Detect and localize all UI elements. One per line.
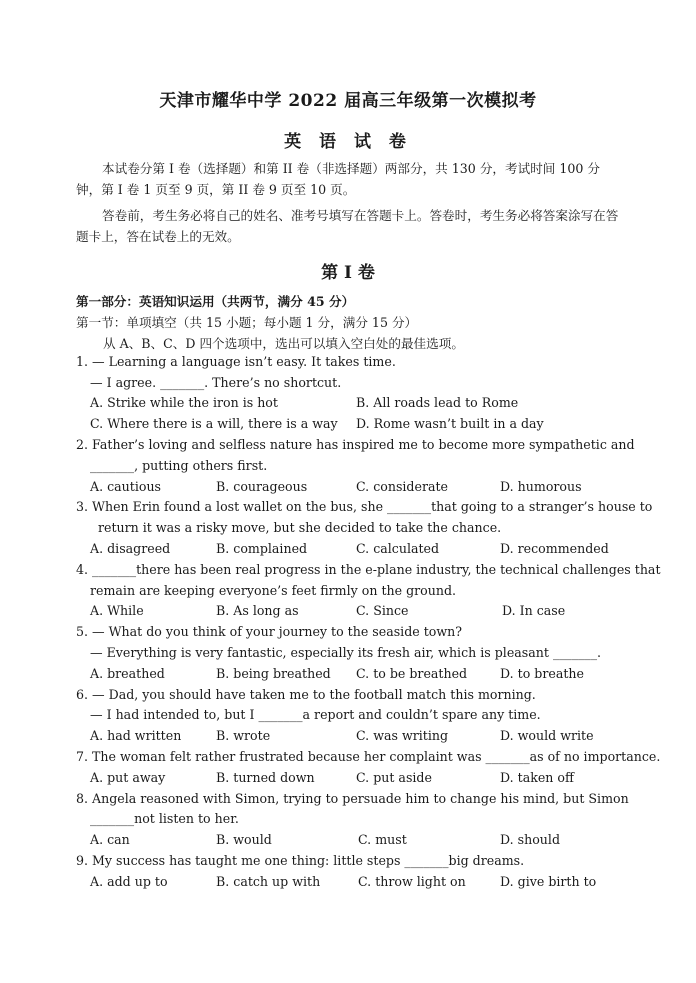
part-title: 第 I 卷 bbox=[321, 263, 375, 283]
option-b: B. turned down bbox=[216, 770, 315, 785]
question-line: 5. — What do you think of your journey to the seaside town? bbox=[76, 624, 463, 639]
question-line: return it was a risky move, but she decided to take the chance. bbox=[98, 520, 502, 535]
option-a: A. While bbox=[90, 603, 144, 618]
option-a: A. had written bbox=[90, 728, 182, 743]
question-line: 3. When Erin found a lost wallet on the bus, she _______that going to a stranger’s house to bbox=[76, 499, 653, 514]
option-b: B. complained bbox=[216, 541, 308, 556]
option-c: C. to be breathed bbox=[356, 666, 468, 681]
question-options bbox=[90, 479, 650, 497]
question-line: _______, putting others first. bbox=[90, 458, 268, 473]
intro-paragraph-1: 本试卷分第 I 卷（选择题）和第 II 卷（非选择题）两部分，共 130 分，考试时间 100 分钟，第 I 卷 1 页至 9 页，第 II 卷 9 页至 10 页。 bbox=[76, 161, 601, 197]
option-c: C. put aside bbox=[356, 770, 432, 785]
question-options bbox=[90, 416, 650, 434]
option-d: D. to breathe bbox=[500, 666, 584, 681]
question-line: remain are keeping everyone’s feet firmly on the ground. bbox=[90, 583, 457, 598]
option-a: A. disagreed bbox=[90, 541, 171, 556]
option-d: D. humorous bbox=[500, 479, 582, 494]
question-line: 2. Father’s loving and selfless nature has inspired me to become more sympathetic and bbox=[76, 437, 635, 452]
option-d: D. taken off bbox=[500, 770, 574, 785]
question-options bbox=[90, 541, 650, 559]
option-a: A. can bbox=[90, 832, 130, 847]
option-b: B. wrote bbox=[216, 728, 271, 743]
option-b: B. being breathed bbox=[216, 666, 331, 681]
option-a: A. cautious bbox=[90, 479, 162, 494]
option-c: C. was writing bbox=[356, 728, 449, 743]
question-line: — I had intended to, but I _______a report and couldn’t spare any time. bbox=[90, 707, 541, 722]
option-c: C. considerate bbox=[356, 479, 448, 494]
intro-paragraph-2: 答卷前，考生务必将自己的姓名、准考号填写在答题卡上。答卷时，考生务必将答案涂写在答题卡上，答在试卷上的无效。 bbox=[76, 208, 619, 244]
option-b: B. All roads lead to Rome bbox=[356, 395, 519, 410]
option-c: C. Where there is a will, there is a way bbox=[90, 416, 338, 431]
question-options bbox=[90, 728, 650, 746]
option-a: A. put away bbox=[90, 770, 166, 785]
option-d: D. would write bbox=[500, 728, 594, 743]
section-heading: 第一节：单项填空（共 15 小题；每小题 1 分，满分 15 分） bbox=[76, 315, 418, 330]
option-d: D. should bbox=[500, 832, 561, 847]
option-b: B. courageous bbox=[216, 479, 308, 494]
question-line: — Everything is very fantastic, especially its fresh air, which is pleasant _______. bbox=[90, 645, 602, 660]
section-instruction: 从 A、B、C、D 四个选项中，选出可以填入空白处的最佳选项。 bbox=[103, 336, 464, 351]
option-b: B. As long as bbox=[216, 603, 299, 618]
option-c: C. calculated bbox=[356, 541, 440, 556]
option-d: D. Rome wasn’t built in a day bbox=[356, 416, 544, 431]
option-b: B. catch up with bbox=[216, 874, 321, 889]
question-line: _______not listen to her. bbox=[90, 811, 239, 826]
question-line: 8. Angela reasoned with Simon, trying to persuade him to change his mind, but Simon bbox=[76, 791, 629, 806]
part-heading: 第一部分：英语知识运用（共两节，满分 45 分） bbox=[76, 294, 355, 309]
option-c: C. Since bbox=[356, 603, 409, 618]
option-d: D. In case bbox=[502, 603, 566, 618]
question-line: 6. — Dad, you should have taken me to the football match this morning. bbox=[76, 687, 536, 702]
question-options bbox=[90, 770, 650, 788]
option-d: D. give birth to bbox=[500, 874, 597, 889]
question-options bbox=[90, 832, 650, 850]
question-options bbox=[90, 874, 650, 892]
option-a: A. breathed bbox=[90, 666, 165, 681]
question-line: 9. My success has taught me one thing: little steps _______big dreams. bbox=[76, 853, 525, 868]
question-line: 4. _______there has been real progress in the e-plane industry, the technical challenges that bbox=[76, 562, 661, 577]
question-line: 1. — Learning a language isn’t easy. It takes time. bbox=[76, 354, 396, 369]
question-line: — I agree. _______. There’s no shortcut. bbox=[90, 375, 342, 390]
question-options bbox=[90, 666, 650, 684]
exam-subtitle: 英 语 试 卷 bbox=[284, 132, 412, 152]
question-line: 7. The woman felt rather frustrated because her complaint was _______as of no importance. bbox=[76, 749, 661, 764]
option-b: B. would bbox=[216, 832, 272, 847]
option-d: D. recommended bbox=[500, 541, 609, 556]
exam-title: 天津市耀华中学 2022 届高三年级第一次模拟考 bbox=[159, 91, 537, 111]
option-a: A. Strike while the iron is hot bbox=[90, 395, 278, 410]
option-c: C. throw light on bbox=[358, 874, 466, 889]
option-c: C. must bbox=[358, 832, 407, 847]
option-a: A. add up to bbox=[90, 874, 168, 889]
question-options bbox=[90, 395, 650, 413]
question-options bbox=[90, 603, 650, 621]
